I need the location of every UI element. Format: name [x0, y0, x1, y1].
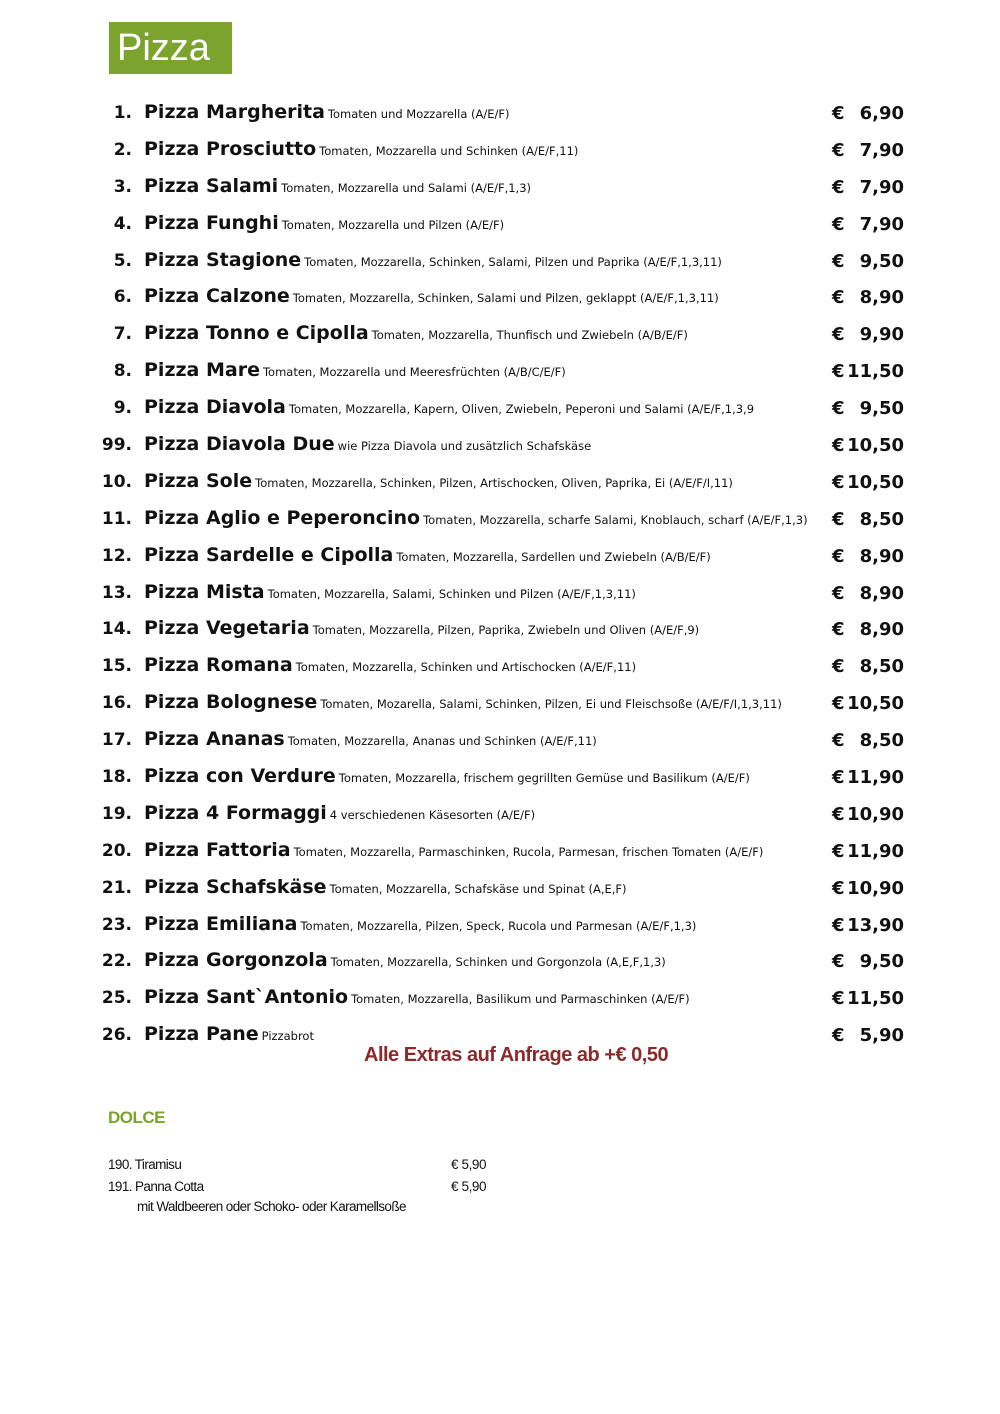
euro-sign: € — [832, 914, 845, 936]
item-name: Pizza Pane — [144, 1023, 259, 1046]
item-description: Tomaten, Mozzarella, Schinken, Pilzen, Artischocken, Oliven, Paprika, Ei (A/E/F/I,11) — [255, 475, 733, 490]
item-number: 10. — [101, 471, 132, 492]
item-name: Pizza Salami — [144, 174, 279, 197]
item-name: Pizza Calzone — [144, 285, 290, 308]
item-price: 8,90 — [859, 287, 904, 309]
dessert-item-price: € 5,90 — [451, 1179, 487, 1194]
item-description: Tomaten, Mozzarella, Schinken und Artischocken (A/E/F,11) — [295, 660, 637, 675]
item-name: Pizza Stagione — [144, 248, 302, 271]
item-price: 10,50 — [847, 471, 904, 493]
item-price: 9,50 — [859, 398, 904, 420]
menu-item — [0, 945, 1000, 982]
euro-sign: € — [832, 324, 845, 346]
item-price: 11,90 — [847, 767, 904, 789]
menu-item — [0, 466, 1000, 503]
item-name: Pizza Sardelle e Cipolla — [144, 543, 394, 566]
item-number: 9. — [113, 398, 132, 419]
item-number: 15. — [101, 656, 132, 677]
item-name: Pizza Romana — [144, 654, 293, 677]
item-description: Tomaten, Mozzarella, Schinken und Gorgonzola (A,E,F,1,3) — [330, 955, 666, 970]
item-number: 99. — [101, 435, 132, 456]
item-number: 6. — [113, 287, 132, 308]
dessert-item-label: 191. Panna Cotta — [108, 1179, 204, 1194]
menu-item — [0, 982, 1000, 1019]
item-description: Tomaten, Mozzarella, Pilzen, Paprika, Zwiebeln und Oliven (A/E/F,9) — [312, 623, 700, 638]
item-price: 8,50 — [859, 508, 904, 530]
item-number: 19. — [101, 803, 132, 824]
euro-sign: € — [832, 250, 845, 272]
euro-sign: € — [832, 730, 845, 752]
menu-item — [0, 540, 1000, 577]
item-name: Pizza Sant`Antonio — [144, 986, 349, 1009]
page-title: Pizza — [109, 22, 232, 74]
item-description: Tomaten, Mozzarella und Meeresfrüchten (A/B/C/E/F) — [262, 365, 566, 380]
menu-item — [0, 208, 1000, 245]
euro-sign: € — [832, 103, 845, 124]
item-description: Tomaten, Mozzarella und Salami (A/E/F,1,3) — [281, 180, 532, 195]
euro-sign: € — [832, 951, 845, 973]
item-description: Tomaten, Mozzarella, scharfe Salami, Knoblauch, scharf (A/E/F,1,3) — [423, 512, 808, 527]
item-name: Pizza con Verdure — [144, 765, 336, 788]
item-description: Tomaten, Mozzarella, Sardellen und Zwiebeln (A/B/E/F) — [396, 549, 711, 564]
item-number: 5. — [113, 250, 132, 271]
menu-item — [0, 909, 1000, 946]
item-number: 23. — [101, 914, 132, 935]
item-name: Pizza Margherita — [144, 101, 325, 123]
item-description: Tomaten, Mozzarella und Schinken (A/E/F,11) — [319, 143, 579, 158]
item-name: Pizza Aglio e Peperoncino — [144, 506, 421, 529]
item-name: Pizza Vegetaria — [144, 617, 310, 640]
item-number: 11. — [101, 508, 132, 529]
item-description: Tomaten, Mozzarella, Salami, Schinken und Pilzen (A/E/F,1,3,11) — [267, 586, 636, 601]
item-price: 10,90 — [847, 877, 904, 899]
menu-item — [0, 392, 1000, 429]
item-name: Pizza Fattoria — [144, 838, 291, 861]
item-price: 8,90 — [859, 582, 904, 604]
item-description: Tomaten, Mozzarella, frischem gegrillten Gemüse und Basilikum (A/E/F) — [338, 771, 750, 786]
item-name: Pizza Emiliana — [144, 912, 298, 935]
euro-sign: € — [832, 176, 845, 198]
item-price: 13,90 — [847, 914, 904, 936]
menu-item — [0, 687, 1000, 724]
item-price: 10,50 — [847, 693, 904, 715]
item-number: 4. — [113, 213, 132, 234]
item-name: Pizza Mare — [144, 359, 260, 382]
euro-sign: € — [832, 1025, 845, 1047]
item-price: 8,90 — [859, 545, 904, 567]
item-price: 8,50 — [859, 656, 904, 678]
extras-note: Alle Extras auf Anfrage ab +€ 0,50 — [364, 1044, 669, 1066]
euro-sign: € — [832, 545, 845, 567]
item-name: Pizza Prosciutto — [144, 137, 317, 160]
menu-item — [0, 613, 1000, 650]
item-description: Tomaten, Mozzarella und Pilzen (A/E/F) — [281, 217, 505, 232]
item-description: Tomaten, Mozzarella, Schafskäse und Spinat (A,E,F) — [329, 881, 627, 896]
euro-sign: € — [832, 767, 845, 789]
item-name: Pizza Schafskäse — [144, 875, 327, 898]
euro-sign: € — [832, 988, 845, 1010]
item-price: 9,90 — [859, 324, 904, 346]
euro-sign: € — [832, 840, 845, 862]
item-name: Pizza Sole — [144, 469, 253, 492]
item-name: Pizza Bolognese — [144, 691, 318, 714]
euro-sign: € — [832, 213, 845, 235]
item-number: 20. — [101, 840, 132, 861]
euro-sign: € — [832, 508, 845, 530]
item-description: Tomaten, Mozzarella, Schinken, Salami, Pilzen und Paprika (A/E/F,1,3,11) — [304, 254, 722, 269]
item-description: Tomaten, Mozzarella, Basilikum und Parmaschinken (A/E/F) — [351, 992, 690, 1007]
menu-item — [0, 318, 1000, 355]
item-description: Tomaten und Mozzarella (A/E/F) — [327, 107, 510, 121]
pizza-menu-list — [0, 97, 1000, 1056]
item-number: 18. — [101, 767, 132, 788]
dolce-heading: DOLCE — [108, 1108, 165, 1127]
euro-sign: € — [832, 471, 845, 493]
item-number: 8. — [113, 361, 132, 382]
menu-item — [0, 761, 1000, 798]
item-description: Tomaten, Mozzarella, Parmaschinken, Rucola, Parmesan, frischen Tomaten (A/E/F) — [293, 844, 764, 859]
item-description: 4 verschiedenen Käsesorten (A/E/F) — [329, 807, 536, 822]
dessert-item-price: € 5,90 — [451, 1157, 487, 1172]
item-price: 11,50 — [847, 361, 904, 383]
item-description: Tomaten, Mozzarella, Ananas und Schinken (A/E/F,11) — [287, 734, 597, 749]
menu-item — [0, 872, 1000, 909]
item-price: 9,50 — [859, 951, 904, 973]
item-number: 16. — [101, 693, 132, 714]
item-description: Tomaten, Mozzarella, Kapern, Oliven, Zwiebeln, Peperoni und Salami (A/E/F,1,3,9 — [288, 402, 755, 417]
item-number: 22. — [101, 951, 132, 972]
euro-sign: € — [832, 361, 845, 383]
item-description: Pizzabrot — [261, 1029, 314, 1044]
item-name: Pizza Diavola — [144, 396, 286, 419]
menu-item — [0, 245, 1000, 282]
euro-sign: € — [832, 398, 845, 420]
euro-sign: € — [832, 877, 845, 899]
euro-sign: € — [832, 656, 845, 678]
item-price: 9,50 — [859, 250, 904, 272]
item-name: Pizza Ananas — [144, 728, 285, 751]
euro-sign: € — [832, 287, 845, 309]
item-name: Pizza Funghi — [144, 211, 279, 234]
euro-sign: € — [832, 803, 845, 825]
item-price: 7,90 — [859, 139, 904, 161]
item-name: Pizza Mista — [144, 580, 265, 603]
item-description: Tomaten, Mozzarella, Schinken, Salami und Pilzen, geklappt (A/E/F,1,3,11) — [292, 291, 719, 306]
item-description: wie Pizza Diavola und zusätzlich Schafskäse — [337, 439, 592, 454]
item-description: Tomaten, Mozzarella, Thunfisch und Zwiebeln (A/B/E/F) — [371, 328, 688, 343]
menu-item — [0, 835, 1000, 872]
menu-item — [0, 97, 1000, 134]
item-price: 10,50 — [847, 435, 904, 457]
item-price: 6,90 — [859, 103, 904, 124]
euro-sign: € — [832, 435, 845, 457]
item-price: 5,90 — [859, 1025, 904, 1047]
menu-item — [0, 171, 1000, 208]
item-name: Pizza Gorgonzola — [144, 949, 328, 972]
item-name: Pizza 4 Formaggi — [144, 801, 327, 824]
menu-item — [0, 429, 1000, 466]
menu-item — [0, 798, 1000, 835]
item-price: 7,90 — [859, 213, 904, 235]
menu-item — [0, 503, 1000, 540]
menu-item — [0, 134, 1000, 171]
item-price: 8,90 — [859, 619, 904, 641]
menu-item — [0, 650, 1000, 687]
item-number: 12. — [101, 545, 132, 566]
item-price: 10,90 — [847, 803, 904, 825]
euro-sign: € — [832, 693, 845, 715]
euro-sign: € — [832, 619, 845, 641]
item-price: 11,90 — [847, 840, 904, 862]
item-number: 26. — [101, 1025, 132, 1046]
item-price: 11,50 — [847, 988, 904, 1010]
menu-item — [0, 577, 1000, 614]
euro-sign: € — [832, 582, 845, 604]
item-price: 7,90 — [859, 176, 904, 198]
menu-item — [0, 281, 1000, 318]
item-number: 1. — [113, 103, 132, 123]
menu-item — [0, 724, 1000, 761]
item-description: Tomaten, Mozarella, Salami, Schinken, Pilzen, Ei und Fleischsoße (A/E/F/I,1,3,11) — [320, 697, 782, 712]
item-number: 25. — [101, 988, 132, 1009]
item-number: 21. — [101, 877, 132, 898]
item-number: 7. — [113, 324, 132, 345]
item-name: Pizza Tonno e Cipolla — [144, 322, 369, 345]
item-number: 14. — [101, 619, 132, 640]
item-price: 8,50 — [859, 730, 904, 752]
dessert-item-label: 190. Tiramisu — [108, 1157, 182, 1172]
item-number: 13. — [101, 582, 132, 603]
dessert-note: mit Waldbeeren oder Schoko- oder Karamellsoße — [137, 1199, 406, 1214]
item-number: 2. — [113, 139, 132, 160]
menu-item — [0, 355, 1000, 392]
item-name: Pizza Diavola Due — [144, 433, 335, 456]
item-number: 17. — [101, 730, 132, 751]
euro-sign: € — [832, 139, 845, 161]
item-number: 3. — [113, 176, 132, 197]
item-description: Tomaten, Mozzarella, Pilzen, Speck, Rucola und Parmesan (A/E/F,1,3) — [300, 918, 697, 933]
